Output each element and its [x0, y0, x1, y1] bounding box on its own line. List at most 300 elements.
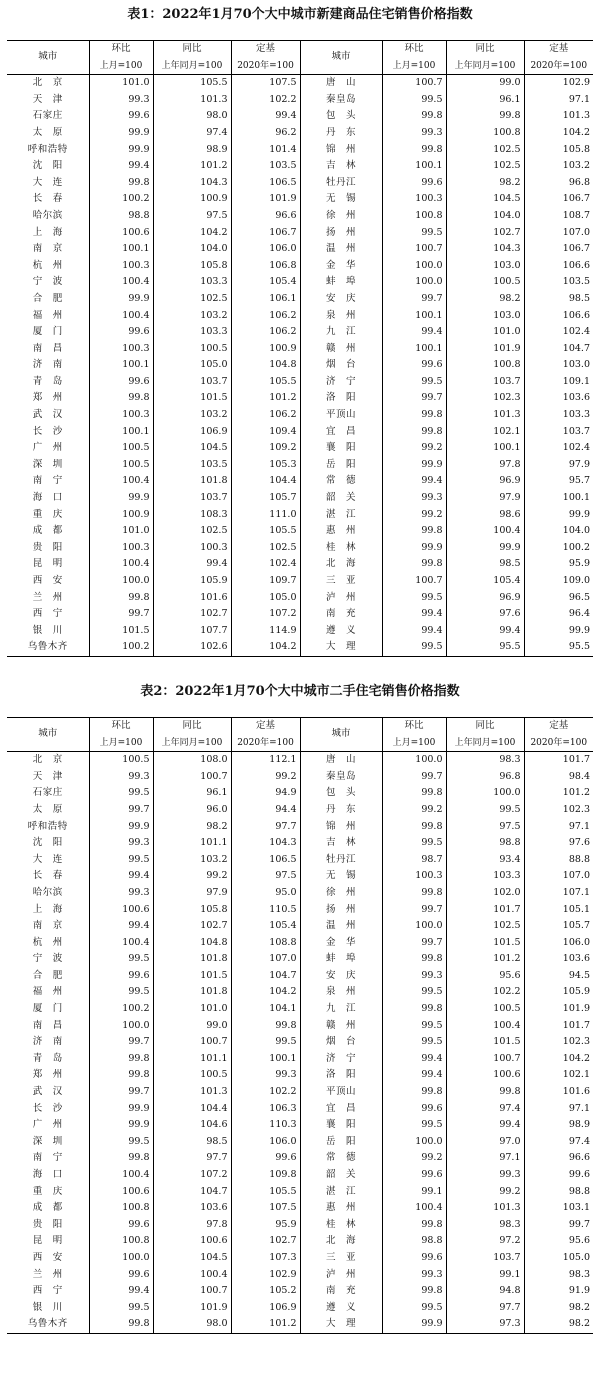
mom-subheader: 上月=100 [382, 58, 446, 75]
yoy-value-cell: 98.2 [446, 175, 524, 192]
yoy-value-cell: 102.6 [153, 639, 231, 656]
table-row [7, 819, 593, 836]
base-value-cell: 100.1 [231, 1051, 300, 1068]
base-header: 定基 [231, 717, 300, 734]
mom-value-cell: 100.6 [89, 1184, 153, 1201]
city-name-cell: 烟 台 [300, 1034, 382, 1051]
yoy-value-cell: 99.2 [446, 1184, 524, 1201]
city-name-cell: 吉 林 [300, 158, 382, 175]
yoy-value-cell: 97.7 [153, 1150, 231, 1167]
city-name-cell: 常 德 [300, 1150, 382, 1167]
yoy-value-cell: 102.2 [446, 984, 524, 1001]
city-name-cell: 锦 州 [300, 819, 382, 836]
table-row [7, 274, 593, 291]
table-row [7, 1101, 593, 1118]
table-row [7, 852, 593, 869]
city-name-cell: 海 口 [32, 492, 63, 504]
base-value-cell: 101.3 [524, 108, 593, 125]
table-row [7, 623, 593, 640]
mom-value-cell: 99.8 [382, 1084, 446, 1101]
base-value-cell: 105.9 [524, 984, 593, 1001]
base-value-cell: 108.8 [231, 935, 300, 952]
base-value-cell: 106.6 [524, 258, 593, 275]
base-value-cell: 104.2 [524, 125, 593, 142]
base-value-cell: 103.2 [524, 158, 593, 175]
mom-value-cell: 99.4 [89, 1283, 153, 1300]
city-name-cell: 武 汉 [32, 1086, 63, 1098]
yoy-value-cell: 106.9 [153, 424, 231, 441]
base-value-cell: 99.4 [231, 108, 300, 125]
mom-value-cell: 99.9 [382, 1316, 446, 1333]
mom-value-cell: 100.1 [89, 424, 153, 441]
yoy-value-cell: 100.3 [153, 540, 231, 557]
city-name-cell: 遵 义 [300, 1300, 382, 1317]
yoy-header: 同比 [446, 717, 524, 734]
mom-value-cell: 100.4 [89, 473, 153, 490]
mom-value-cell: 99.5 [89, 1300, 153, 1317]
city-name-cell: 兰 州 [32, 1268, 63, 1280]
base-value-cell: 98.8 [524, 1184, 593, 1201]
table-row [7, 490, 593, 507]
table-row [7, 75, 593, 92]
base-value-cell: 103.5 [524, 274, 593, 291]
city-name-cell: 合 肥 [32, 292, 63, 304]
base-value-cell: 102.1 [524, 1067, 593, 1084]
base-value-cell: 103.7 [524, 424, 593, 441]
base-value-cell: 107.0 [524, 868, 593, 885]
base-value-cell: 101.9 [231, 191, 300, 208]
base-value-cell: 109.2 [231, 440, 300, 457]
base-value-cell: 96.2 [231, 125, 300, 142]
yoy-value-cell: 101.9 [446, 341, 524, 358]
mom-value-cell: 99.8 [382, 819, 446, 836]
mom-value-cell: 99.8 [382, 1001, 446, 1018]
yoy-value-cell: 99.9 [446, 540, 524, 557]
yoy-value-cell: 100.9 [153, 191, 231, 208]
table-row [7, 1200, 593, 1217]
city-name-cell: 惠 州 [300, 523, 382, 540]
yoy-value-cell: 102.5 [446, 142, 524, 159]
city-name-cell: 成 都 [32, 1202, 63, 1214]
yoy-value-cell: 101.2 [153, 158, 231, 175]
city-name-cell: 徐 州 [300, 208, 382, 225]
city-name-cell: 无 锡 [300, 191, 382, 208]
city-name-cell: 襄 阳 [300, 1117, 382, 1134]
mom-value-cell: 99.9 [382, 540, 446, 557]
mom-value-cell: 99.1 [382, 1184, 446, 1201]
mom-value-cell: 99.4 [89, 158, 153, 175]
base-value-cell: 105.0 [231, 590, 300, 607]
base-value-cell: 99.5 [231, 1034, 300, 1051]
table-row [7, 1217, 593, 1234]
table-row [7, 241, 593, 258]
city-name-cell: 温 州 [300, 918, 382, 935]
mom-value-cell: 99.7 [382, 769, 446, 786]
mom-value-cell: 99.5 [382, 225, 446, 242]
city-name-cell: 韶 关 [300, 490, 382, 507]
city-name-cell: 襄 阳 [300, 440, 382, 457]
yoy-value-cell: 104.3 [446, 241, 524, 258]
city-name-cell: 福 州 [32, 309, 63, 321]
table-row [7, 523, 593, 540]
mom-value-cell: 100.1 [382, 341, 446, 358]
mom-value-cell: 100.5 [89, 457, 153, 474]
yoy-value-cell: 101.1 [153, 1051, 231, 1068]
table-row [7, 1034, 593, 1051]
base-value-cell: 104.7 [524, 341, 593, 358]
yoy-value-cell: 105.4 [446, 573, 524, 590]
mom-subheader: 上月=100 [89, 735, 153, 752]
city-name-cell: 重 庆 [32, 1185, 63, 1197]
city-name-cell: 西 安 [32, 575, 63, 586]
mom-value-cell: 99.4 [382, 473, 446, 490]
mom-value-cell: 99.5 [382, 835, 446, 852]
yoy-value-cell: 101.5 [153, 390, 231, 407]
yoy-value-cell: 96.9 [446, 590, 524, 607]
base-value-cell: 109.4 [231, 424, 300, 441]
table-row [7, 440, 593, 457]
yoy-value-cell: 101.3 [446, 1200, 524, 1217]
city-name-cell: 九 江 [300, 324, 382, 341]
mom-value-cell: 100.2 [89, 1001, 153, 1018]
mom-value-cell: 98.8 [89, 208, 153, 225]
yoy-value-cell: 104.0 [446, 208, 524, 225]
mom-value-cell: 101.0 [89, 523, 153, 540]
table-row [7, 1134, 593, 1151]
yoy-value-cell: 100.8 [446, 357, 524, 374]
mom-value-cell: 99.6 [382, 175, 446, 192]
base-header: 定基 [524, 717, 593, 734]
mom-value-cell: 99.8 [89, 590, 153, 607]
city-name-cell: 长 春 [32, 870, 63, 882]
mom-value-cell: 99.7 [382, 291, 446, 308]
mom-value-cell: 99.2 [382, 802, 446, 819]
table-row [7, 1250, 593, 1267]
mom-value-cell: 99.9 [382, 457, 446, 474]
yoy-value-cell: 101.9 [153, 1300, 231, 1317]
yoy-value-cell: 97.9 [446, 490, 524, 507]
city-name-cell: 大 连 [32, 853, 63, 865]
yoy-value-cell: 97.3 [446, 1316, 524, 1333]
city-name-cell: 唐 山 [300, 75, 382, 92]
city-name-cell: 包 头 [300, 785, 382, 802]
table-row [7, 158, 593, 175]
base-value-cell: 95.6 [524, 1233, 593, 1250]
city-name-cell: 徐 州 [300, 885, 382, 902]
yoy-value-cell: 98.3 [446, 752, 524, 769]
base-value-cell: 106.7 [524, 191, 593, 208]
base-value-cell: 97.1 [524, 819, 593, 836]
mom-value-cell: 99.8 [382, 424, 446, 441]
city-name-cell: 石家庄 [32, 787, 63, 799]
mom-value-cell: 99.5 [89, 951, 153, 968]
mom-value-cell: 99.9 [89, 291, 153, 308]
city-name-cell: 湛 江 [300, 507, 382, 524]
yoy-value-cell: 105.8 [153, 258, 231, 275]
mom-value-cell: 100.3 [89, 407, 153, 424]
mom-value-cell: 99.6 [89, 1267, 153, 1284]
yoy-value-cell: 98.0 [153, 1316, 231, 1333]
mom-value-cell: 99.5 [382, 374, 446, 391]
base-value-cell: 107.0 [524, 225, 593, 242]
table-row [7, 125, 593, 142]
mom-value-cell: 99.5 [382, 590, 446, 607]
city-name-cell: 泉 州 [300, 984, 382, 1001]
yoy-value-cell: 102.5 [446, 158, 524, 175]
mom-value-cell: 99.6 [89, 1217, 153, 1234]
city-name-cell: 温 州 [300, 241, 382, 258]
base-value-cell: 94.9 [231, 785, 300, 802]
yoy-value-cell: 97.9 [153, 885, 231, 902]
base-value-cell: 106.7 [231, 225, 300, 242]
city-name-cell: 无 锡 [300, 868, 382, 885]
base-value-cell: 106.2 [231, 324, 300, 341]
base-value-cell: 107.0 [231, 951, 300, 968]
yoy-value-cell: 99.2 [153, 868, 231, 885]
base-value-cell: 88.8 [524, 852, 593, 869]
yoy-header: 同比 [153, 717, 231, 734]
base-value-cell: 110.3 [231, 1117, 300, 1134]
yoy-value-cell: 97.5 [446, 819, 524, 836]
yoy-value-cell: 101.0 [153, 1001, 231, 1018]
yoy-value-cell: 98.3 [446, 1217, 524, 1234]
mom-value-cell: 101.5 [89, 623, 153, 640]
mom-value-cell: 99.5 [89, 984, 153, 1001]
table-row [7, 1067, 593, 1084]
yoy-value-cell: 104.5 [153, 1250, 231, 1267]
base-value-cell: 106.9 [231, 1300, 300, 1317]
mom-value-cell: 99.2 [382, 507, 446, 524]
base-value-cell: 105.2 [231, 1283, 300, 1300]
city-name-cell: 昆 明 [32, 558, 63, 570]
table-row [7, 1150, 593, 1167]
table-row [7, 785, 593, 802]
city-name-cell: 兰 州 [32, 591, 63, 603]
base-value-cell: 102.3 [524, 802, 593, 819]
base-value-cell: 97.7 [231, 819, 300, 836]
mom-value-cell: 99.8 [89, 175, 153, 192]
mom-value-cell: 99.3 [89, 92, 153, 109]
city-name-cell: 桂 林 [300, 540, 382, 557]
base-value-cell: 104.3 [231, 835, 300, 852]
table1-body [7, 75, 593, 657]
yoy-value-cell: 99.0 [446, 75, 524, 92]
mom-value-cell: 100.9 [89, 507, 153, 524]
city-name-cell: 沈 阳 [32, 160, 63, 172]
yoy-value-cell: 98.9 [153, 142, 231, 159]
base-value-cell: 99.8 [231, 1018, 300, 1035]
yoy-value-cell: 102.0 [446, 885, 524, 902]
base-value-cell: 100.9 [231, 341, 300, 358]
table-row [7, 191, 593, 208]
city-name-cell: 安 庆 [300, 291, 382, 308]
base-value-cell: 107.1 [524, 885, 593, 902]
base-value-cell: 96.4 [524, 606, 593, 623]
mom-value-cell: 99.5 [382, 1117, 446, 1134]
base-value-cell: 111.0 [231, 507, 300, 524]
yoy-value-cell: 100.7 [153, 1283, 231, 1300]
city-name-cell: 安 庆 [300, 968, 382, 985]
table2-header-row [7, 717, 593, 734]
yoy-value-cell: 101.0 [446, 324, 524, 341]
table-row [7, 835, 593, 852]
base-value-cell: 104.4 [231, 473, 300, 490]
yoy-value-cell: 101.8 [153, 951, 231, 968]
mom-value-cell: 100.5 [89, 752, 153, 769]
mom-value-cell: 99.9 [89, 125, 153, 142]
table1-new-homes-price-index [7, 40, 593, 657]
base-value-cell: 102.2 [231, 1084, 300, 1101]
base-value-cell: 102.9 [231, 1267, 300, 1284]
yoy-value-cell: 100.7 [446, 1051, 524, 1068]
table-row [7, 868, 593, 885]
yoy-value-cell: 101.5 [446, 935, 524, 952]
base-value-cell: 101.9 [524, 1001, 593, 1018]
mom-value-cell: 99.7 [382, 935, 446, 952]
city-name-cell: 秦皇岛 [300, 92, 382, 109]
base-value-cell: 109.1 [524, 374, 593, 391]
base-value-cell: 99.7 [524, 1217, 593, 1234]
base-value-cell: 105.7 [231, 490, 300, 507]
mom-value-cell: 100.6 [89, 225, 153, 242]
base-value-cell: 98.2 [524, 1316, 593, 1333]
yoy-value-cell: 101.3 [446, 407, 524, 424]
city-name-cell: 丹 东 [300, 125, 382, 142]
table-row [7, 291, 593, 308]
mom-value-cell: 100.8 [89, 1233, 153, 1250]
yoy-value-cell: 102.1 [446, 424, 524, 441]
mom-value-cell: 99.8 [89, 1067, 153, 1084]
base-value-cell: 104.2 [231, 984, 300, 1001]
mom-value-cell: 99.8 [89, 1316, 153, 1333]
yoy-value-cell: 102.5 [153, 291, 231, 308]
city-name-cell: 北 海 [300, 556, 382, 573]
mom-value-cell: 100.3 [89, 341, 153, 358]
city-name-cell: 大 理 [300, 639, 382, 656]
yoy-value-cell: 104.6 [153, 1117, 231, 1134]
yoy-value-cell: 107.2 [153, 1167, 231, 1184]
city-name-cell: 乌鲁木齐 [7, 639, 89, 656]
city-name-cell: 南 京 [32, 920, 63, 932]
mom-value-cell: 98.8 [382, 1233, 446, 1250]
base-value-cell: 103.6 [524, 390, 593, 407]
mom-value-cell: 100.8 [382, 208, 446, 225]
yoy-value-cell: 100.7 [153, 1034, 231, 1051]
table1-title: 表1：2022年1月70个大中城市新建商品住宅销售价格指数 [127, 7, 473, 22]
base-value-cell: 105.5 [231, 523, 300, 540]
yoy-value-cell: 99.4 [446, 623, 524, 640]
base-subheader: 2020年=100 [231, 58, 300, 75]
mom-value-cell: 99.6 [382, 1101, 446, 1118]
city-name-cell: 秦皇岛 [300, 769, 382, 786]
yoy-value-cell: 96.8 [446, 769, 524, 786]
city-name-cell: 扬 州 [300, 902, 382, 919]
table-row [7, 1167, 593, 1184]
base-value-cell: 103.5 [231, 158, 300, 175]
city-header: 城市 [300, 41, 382, 75]
city-name-cell: 南 昌 [32, 342, 63, 354]
base-value-cell: 96.6 [231, 208, 300, 225]
base-value-cell: 104.0 [524, 523, 593, 540]
city-name-cell: 泸 州 [300, 1267, 382, 1284]
mom-value-cell: 100.3 [382, 868, 446, 885]
mom-value-cell: 100.0 [382, 752, 446, 769]
base-value-cell: 105.4 [231, 918, 300, 935]
base-value-cell: 102.4 [524, 324, 593, 341]
base-value-cell: 106.0 [231, 241, 300, 258]
base-value-cell: 104.7 [231, 968, 300, 985]
city-name-cell: 丹 东 [300, 802, 382, 819]
mom-value-cell: 99.5 [382, 92, 446, 109]
base-value-cell: 107.3 [231, 1250, 300, 1267]
table-row [7, 1117, 593, 1134]
table-row [7, 573, 593, 590]
mom-value-cell: 99.5 [382, 984, 446, 1001]
base-value-cell: 107.5 [231, 1200, 300, 1217]
table2-second-hand-price-index [7, 717, 593, 1334]
base-value-cell: 95.7 [524, 473, 593, 490]
city-name-cell: 深 圳 [32, 1135, 63, 1147]
base-value-cell: 103.6 [524, 951, 593, 968]
yoy-value-cell: 98.5 [446, 556, 524, 573]
table-row [7, 1233, 593, 1250]
mom-value-cell: 99.8 [382, 108, 446, 125]
base-value-cell: 99.6 [524, 1167, 593, 1184]
table-row [7, 341, 593, 358]
yoy-value-cell: 99.0 [153, 1018, 231, 1035]
city-name-cell: 太 原 [32, 803, 63, 815]
base-value-cell: 96.8 [524, 175, 593, 192]
city-name-cell: 长 春 [32, 193, 63, 205]
base-value-cell: 102.7 [231, 1233, 300, 1250]
table-row [7, 324, 593, 341]
yoy-value-cell: 103.7 [446, 1250, 524, 1267]
yoy-value-cell: 99.8 [446, 1084, 524, 1101]
city-name-cell: 杭 州 [32, 936, 63, 948]
base-value-cell: 99.2 [231, 769, 300, 786]
base-value-cell: 101.2 [231, 1316, 300, 1333]
table-row [7, 902, 593, 919]
yoy-subheader: 上年同月=100 [446, 735, 524, 752]
yoy-value-cell: 100.1 [446, 440, 524, 457]
yoy-value-cell: 104.5 [446, 191, 524, 208]
base-value-cell: 95.0 [231, 885, 300, 902]
yoy-value-cell: 108.3 [153, 507, 231, 524]
yoy-value-cell: 103.0 [446, 308, 524, 325]
table-row [7, 507, 593, 524]
yoy-value-cell: 102.7 [446, 225, 524, 242]
mom-value-cell: 99.4 [89, 918, 153, 935]
city-name-cell: 赣 州 [300, 1018, 382, 1035]
mom-value-cell: 99.3 [89, 835, 153, 852]
city-name-cell: 长 沙 [32, 425, 63, 437]
table-row [7, 1184, 593, 1201]
yoy-value-cell: 97.5 [153, 208, 231, 225]
mom-value-cell: 101.0 [89, 75, 153, 92]
city-name-cell: 宁 波 [32, 276, 63, 288]
city-name-cell: 桂 林 [300, 1217, 382, 1234]
mom-value-cell: 99.5 [89, 785, 153, 802]
mom-value-cell: 99.8 [89, 1051, 153, 1068]
mom-value-cell: 99.9 [89, 819, 153, 836]
table-row [7, 752, 593, 769]
table-row [7, 225, 593, 242]
base-value-cell: 105.8 [524, 142, 593, 159]
yoy-value-cell: 99.4 [153, 556, 231, 573]
table-row [7, 885, 593, 902]
mom-value-cell: 99.5 [382, 1034, 446, 1051]
base-value-cell: 105.0 [524, 1250, 593, 1267]
